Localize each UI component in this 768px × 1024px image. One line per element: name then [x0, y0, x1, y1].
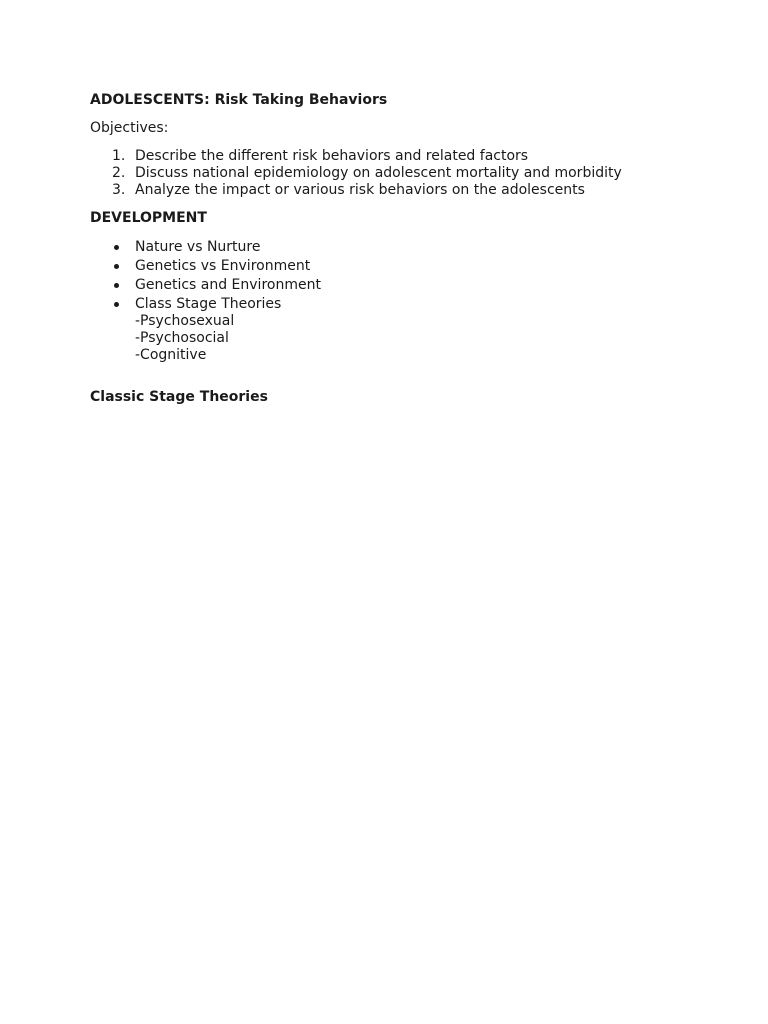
list-number: 2.: [112, 165, 126, 181]
list-item: [90, 182, 622, 199]
list-number: 1.: [112, 148, 126, 164]
document-title: ADOLESCENTS: Risk Taking Behaviors: [90, 92, 388, 108]
list-item-text: Discuss national epidemiology on adolescent mortality and morbidity: [135, 165, 622, 181]
list-item-text: Analyze the impact or various risk behaviors on the adolescents: [135, 182, 585, 198]
bullet-icon: [114, 283, 119, 288]
bullet-icon: [114, 302, 119, 307]
list-item-text: Genetics and Environment: [135, 277, 321, 293]
bullet-icon: [114, 264, 119, 269]
list-item-text: Genetics vs Environment: [135, 258, 311, 274]
list-item: [90, 239, 321, 256]
development-list: [90, 239, 321, 366]
classic-stage-theories-heading: Classic Stage Theories: [90, 389, 268, 405]
list-item: [90, 148, 622, 165]
list-item-text: Nature vs Nurture: [135, 239, 261, 255]
list-item: [90, 296, 321, 364]
list-number: 3.: [112, 182, 126, 198]
sub-item-cognitive: -Cognitive: [135, 347, 207, 363]
list-item: [90, 165, 622, 182]
list-item-text: Describe the different risk behaviors and related factors: [135, 148, 529, 164]
sub-item-psychosexual: -Psychosexual: [135, 313, 235, 329]
list-item: [90, 258, 321, 275]
objectives-label: Objectives:: [90, 120, 169, 136]
list-item: [90, 277, 321, 294]
sub-item-psychosocial: -Psychosocial: [135, 330, 229, 346]
development-heading: DEVELOPMENT: [90, 210, 207, 226]
bullet-icon: [114, 245, 119, 250]
objectives-list: [90, 148, 622, 199]
list-item-text: Class Stage Theories: [135, 296, 282, 312]
